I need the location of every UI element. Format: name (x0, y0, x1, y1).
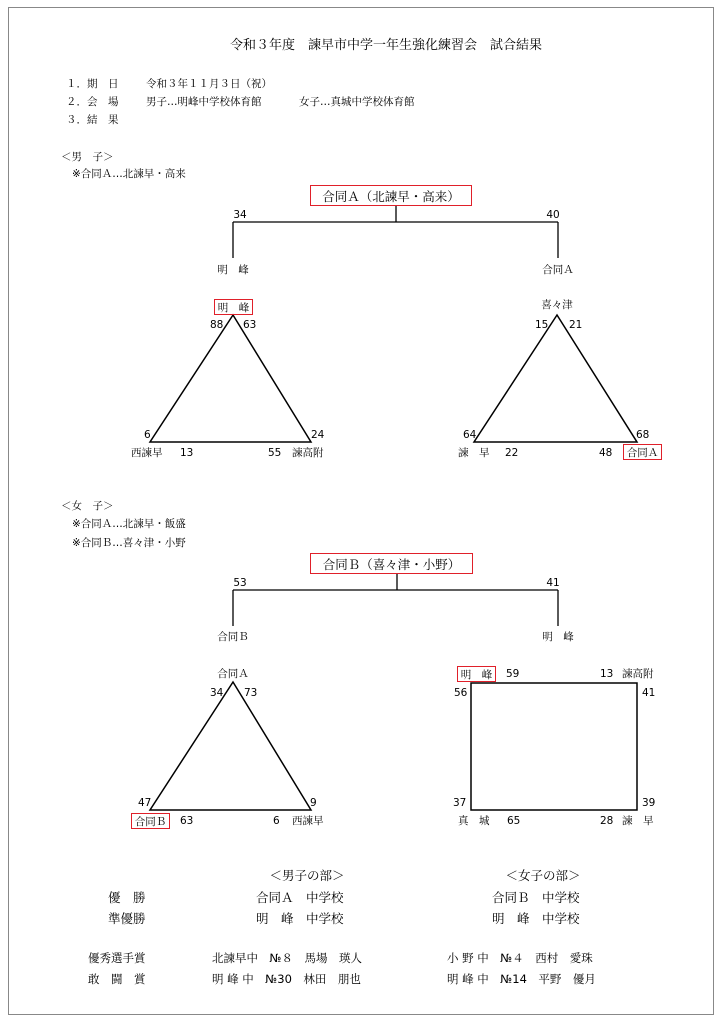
girls-league2-tr-down-score: 41 (642, 687, 656, 699)
boys-league1-right-up-score: 24 (311, 429, 325, 441)
runner-label: 準優勝 (108, 911, 146, 926)
girls-league1-top-left-score: 34 (210, 687, 224, 699)
date-value: 令和３年１１月３日（祝） (146, 78, 272, 90)
girls-league1-right-team: 西諫早 (292, 815, 324, 827)
girls-league1-top-team: 合同Ａ (217, 668, 249, 680)
girls-final-right-score: 41 (546, 577, 560, 589)
boys-note: ※合同Ａ…北諫早・高来 (72, 168, 186, 180)
fight-label: 敢 闘 賞 (88, 972, 146, 986)
girls-league2-br-team: 諫 早 (622, 815, 654, 827)
girls-winner: 合同Ｂ 中学校 (492, 890, 580, 905)
boys-league2-top-team: 喜々津 (541, 299, 573, 311)
boys-league2-right-side-score: 48 (599, 447, 613, 459)
boys-league2-left-up-score: 64 (463, 429, 477, 441)
boys-final-right-team: 合同Ａ (542, 264, 574, 276)
girls-league1-right-up-score: 9 (310, 797, 317, 809)
girls-final-right-team: 明 峰 (542, 631, 574, 643)
girls-league1-right-side-score: 6 (273, 815, 280, 827)
boys-league1-top-right-score: 63 (243, 319, 257, 331)
boys-league1-left-team: 西諫早 (131, 447, 163, 459)
girls-note-b: ※合同Ｂ…喜々津・小野 (72, 537, 186, 549)
winner-label: 優 勝 (108, 890, 146, 905)
venue-label: ２．会 場 (66, 96, 119, 108)
boys-runner: 明 峰 中学校 (256, 911, 344, 926)
result-label: ３．結 果 (66, 114, 119, 126)
girls-heading: ＜女 子＞ (61, 500, 114, 512)
boys-league1-left-side-score: 13 (180, 447, 194, 459)
boys-fight: 明 峰 中 №30 林田 朋也 (212, 972, 361, 986)
summary-boys-heading: ＜男子の部＞ (269, 868, 345, 883)
page-title: 令和３年度 諫早市中学一年生強化練習会 試合結果 (229, 38, 543, 53)
girls-league2-tl-team: 明 峰 (457, 666, 496, 682)
boys-final-right-score: 40 (546, 209, 560, 221)
girls-league2-tr-team: 諫高附 (622, 668, 654, 680)
boys-league1-left-up-score: 6 (144, 429, 151, 441)
girls-champion-box: 合同Ｂ（喜々津・小野） (310, 553, 473, 574)
boys-final-left-team: 明 峰 (217, 264, 249, 276)
girls-league1-top-right-score: 73 (244, 687, 258, 699)
boys-league2-right-up-score: 68 (636, 429, 650, 441)
boys-league2-triangle (474, 315, 637, 442)
girls-final-bracket (233, 574, 558, 626)
girls-league2-square (471, 683, 637, 810)
girls-league2-br-left-score: 28 (600, 815, 614, 827)
girls-league1-left-team: 合同Ｂ (131, 813, 170, 829)
boys-champion-box: 合同Ａ（北諫早・高来） (310, 185, 472, 206)
girls-final-left-score: 53 (233, 577, 247, 589)
boys-league1-top-left-score: 88 (210, 319, 224, 331)
boys-league2-top-right-score: 21 (569, 319, 583, 331)
boys-winner: 合同Ａ 中学校 (256, 890, 344, 905)
girls-final-left-team: 合同Ｂ (217, 631, 249, 643)
boys-league1-right-side-score: 55 (268, 447, 282, 459)
girls-league1-left-side-score: 63 (180, 815, 194, 827)
boys-league1-triangle (150, 315, 311, 442)
boys-league2-top-left-score: 15 (535, 319, 549, 331)
mvp-label: 優秀選手賞 (88, 951, 146, 965)
boys-league2-left-team: 諫 早 (458, 447, 490, 459)
boys-league2-right-team: 合同Ａ (623, 444, 662, 460)
girls-league2-tl-down-score: 56 (454, 687, 468, 699)
girls-runner: 明 峰 中学校 (492, 911, 580, 926)
girls-league1-triangle (150, 682, 311, 810)
girls-league2-tl-right-score: 59 (506, 668, 520, 680)
boys-final-bracket (233, 206, 558, 258)
venue-girls: 女子…真城中学校体育館 (299, 96, 415, 108)
girls-fight: 明 峰 中 №14 平野 優月 (447, 972, 596, 986)
boys-league2-left-side-score: 22 (505, 447, 519, 459)
boys-heading: ＜男 子＞ (61, 151, 114, 163)
girls-league2-bl-team: 真 城 (458, 815, 490, 827)
boys-mvp: 北諫早中 №８ 馬場 瑛人 (212, 951, 362, 965)
girls-mvp: 小 野 中 №４ 西村 愛珠 (447, 951, 593, 965)
girls-league2-bl-right-score: 65 (507, 815, 521, 827)
girls-league2-tr-left-score: 13 (600, 668, 614, 680)
summary-girls-heading: ＜女子の部＞ (505, 868, 581, 883)
boys-league1-right-team: 諫高附 (292, 447, 324, 459)
girls-note-a: ※合同Ａ…北諫早・飯盛 (72, 518, 186, 530)
girls-league2-bl-up-score: 37 (453, 797, 467, 809)
boys-league1-top-team: 明 峰 (214, 299, 253, 315)
girls-league1-left-up-score: 47 (138, 797, 152, 809)
date-label: １．期 日 (66, 78, 119, 90)
girls-league2-br-up-score: 39 (642, 797, 656, 809)
venue-boys: 男子…明峰中学校体育館 (146, 96, 262, 108)
boys-final-left-score: 34 (233, 209, 247, 221)
